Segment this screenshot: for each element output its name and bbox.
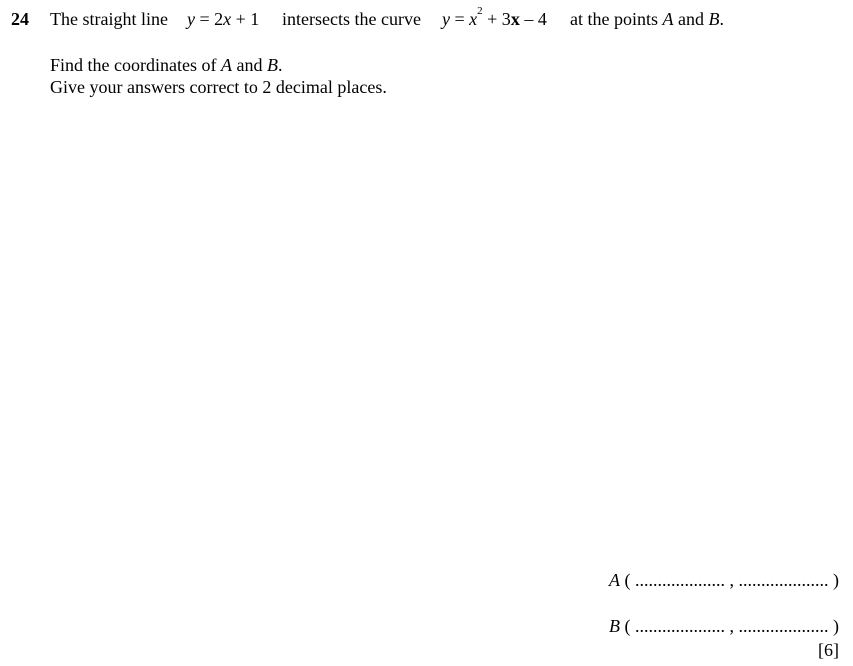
marks-label: [6]	[818, 640, 839, 660]
answer-a-label: A	[609, 570, 620, 590]
answer-a-x-field[interactable]: ....................	[635, 570, 725, 590]
curve-eq-y: y	[442, 9, 450, 29]
line-eq-x: x	[223, 9, 232, 29]
instruction-line-1: Find the coordinates of A and B.	[50, 55, 283, 75]
question-text	[50, 9, 168, 30]
curve-eq-minus4: – 4	[519, 9, 547, 29]
curve-eq-plus3: + 3	[482, 9, 511, 29]
answer-line-b: B ( .................... , .................... )	[609, 616, 839, 636]
question-ending: at the points A and B.	[570, 9, 724, 29]
curve-eq-x: x	[469, 9, 478, 29]
curve-eq-equals: =	[450, 9, 470, 29]
line-eq-y: y	[187, 9, 195, 29]
curve-eq-x2: x	[510, 9, 520, 29]
point-b: B	[708, 9, 720, 29]
answer-b-x-field[interactable]: ....................	[635, 616, 725, 636]
answer-a-y-field[interactable]: ....................	[738, 570, 829, 590]
line-equation	[187, 9, 259, 30]
point-a: A	[662, 9, 674, 29]
curve-equation	[442, 5, 547, 30]
question-number: 24	[11, 9, 29, 29]
question-intro: The straight line	[50, 9, 168, 29]
line-eq-tail: + 1	[231, 9, 260, 29]
answer-b-y-field[interactable]: ....................	[738, 616, 829, 636]
line-eq-equals: = 2	[195, 9, 224, 29]
question-line	[11, 9, 29, 30]
question-middle: intersects the curve	[282, 9, 421, 29]
instruction-line-2: Give your answers correct to 2 decimal places.	[50, 77, 387, 97]
curve-eq-power: 2	[477, 5, 483, 17]
answer-line-a: A ( .................... , .................... )	[609, 570, 839, 590]
answer-b-label: B	[609, 616, 620, 636]
